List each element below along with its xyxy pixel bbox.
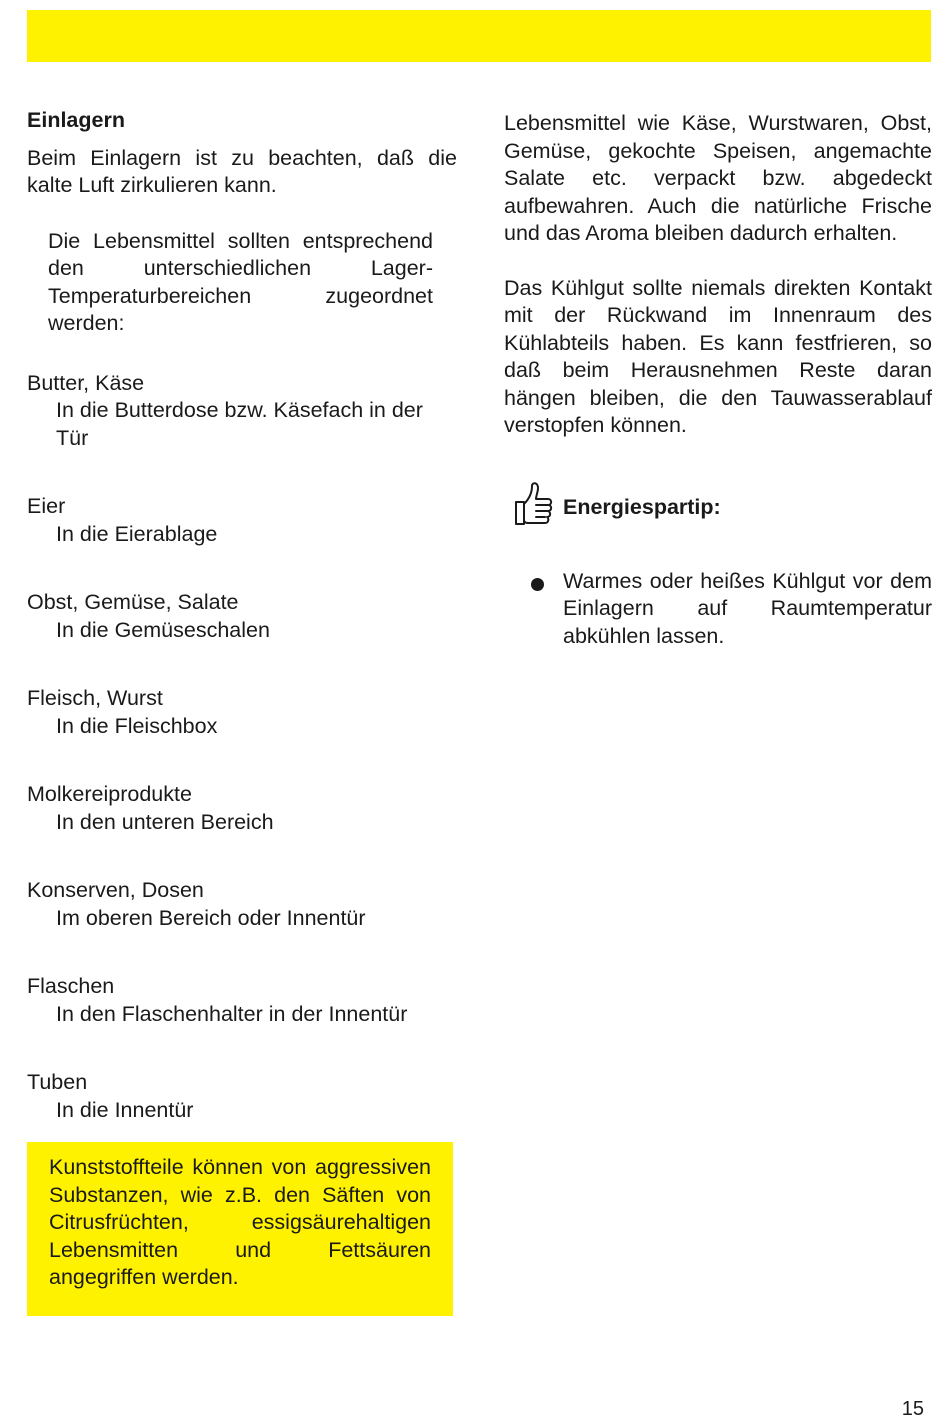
warning-text: Kunststoffteile können von aggressiven Substanzen, wie z.B. den Säften von Citrusfrüchten, essigsäurehaltigen Lebensmitten und Fettsäuren angegriffen werden. bbox=[49, 1155, 431, 1289]
item-place: In die Innentür bbox=[56, 1097, 194, 1122]
section-heading: Einlagern bbox=[27, 108, 125, 132]
thumbs-up-icon bbox=[510, 480, 554, 526]
item-category: Eier bbox=[27, 494, 66, 518]
assignment-note: Die Lebensmittel sollten entsprechend den unterschiedlichen Lager-Temperaturbereichen zugeordnet werden: bbox=[48, 228, 433, 335]
item-category: Tuben bbox=[27, 1070, 88, 1094]
list-item bbox=[27, 781, 457, 836]
item-place: In die Eierablage bbox=[56, 521, 218, 546]
list-item bbox=[27, 1069, 457, 1124]
item-category: Butter, Käse bbox=[27, 370, 145, 395]
intro-paragraph: Beim Einlagern ist zu beachten, daß die kalte Luft zirkulieren kann. bbox=[27, 145, 457, 197]
page-number: 15 bbox=[901, 1398, 924, 1420]
warning-box bbox=[27, 1142, 453, 1316]
item-category: Fleisch, Wurst bbox=[27, 686, 163, 710]
list-item bbox=[27, 685, 457, 740]
storage-paragraph: Lebensmittel wie Käse, Wurstwaren, Obst, Gemüse, gekochte Speisen, angemachte Salate etc. verpackt bzw. abgedeckt aufbewahren. Auch die natürliche Frische und das Aroma bleiben dadurch erhalten. bbox=[504, 111, 932, 245]
list-item bbox=[27, 973, 457, 1028]
list-item bbox=[27, 589, 457, 644]
contact-paragraph: Das Kühlgut sollte niemals direkten Kontakt mit der Rückwand im Innenraum des Kühlabteils haben. Es kann festfrieren, so daß beim Herausnehmen Reste daran hängen bleiben, die den Tauwasserablauf verstopfen können. bbox=[504, 275, 932, 437]
item-place: Im oberen Bereich oder Innentür bbox=[56, 905, 366, 930]
left-column bbox=[27, 107, 457, 1124]
energy-tip bbox=[504, 480, 932, 530]
item-category: Obst, Gemüse, Salate bbox=[27, 590, 239, 614]
item-category: Molkereiprodukte bbox=[27, 782, 192, 806]
tip-bullet bbox=[504, 568, 932, 651]
storage-list bbox=[27, 370, 457, 1125]
list-item bbox=[27, 370, 457, 453]
item-place: In den unteren Bereich bbox=[56, 809, 274, 834]
tip-label: Energiespartip: bbox=[563, 494, 721, 519]
item-place: In die Fleischbox bbox=[56, 713, 218, 738]
list-item bbox=[27, 877, 457, 932]
top-color-band bbox=[27, 10, 931, 62]
item-category: Flaschen bbox=[27, 974, 115, 998]
item-place: In die Butterdose bzw. Käsefach in der Tür bbox=[56, 398, 423, 450]
item-category: Konserven, Dosen bbox=[27, 878, 204, 902]
bullet-icon bbox=[531, 578, 544, 591]
tip-text: Warmes oder heißes Kühlgut vor dem Einlagern auf Raumtemperatur abkühlen lassen. bbox=[563, 568, 932, 648]
right-column bbox=[504, 110, 932, 650]
item-place: In den Flaschenhalter in der Innentür bbox=[56, 1001, 408, 1026]
list-item bbox=[27, 493, 457, 548]
item-place: In die Gemüseschalen bbox=[56, 617, 270, 642]
